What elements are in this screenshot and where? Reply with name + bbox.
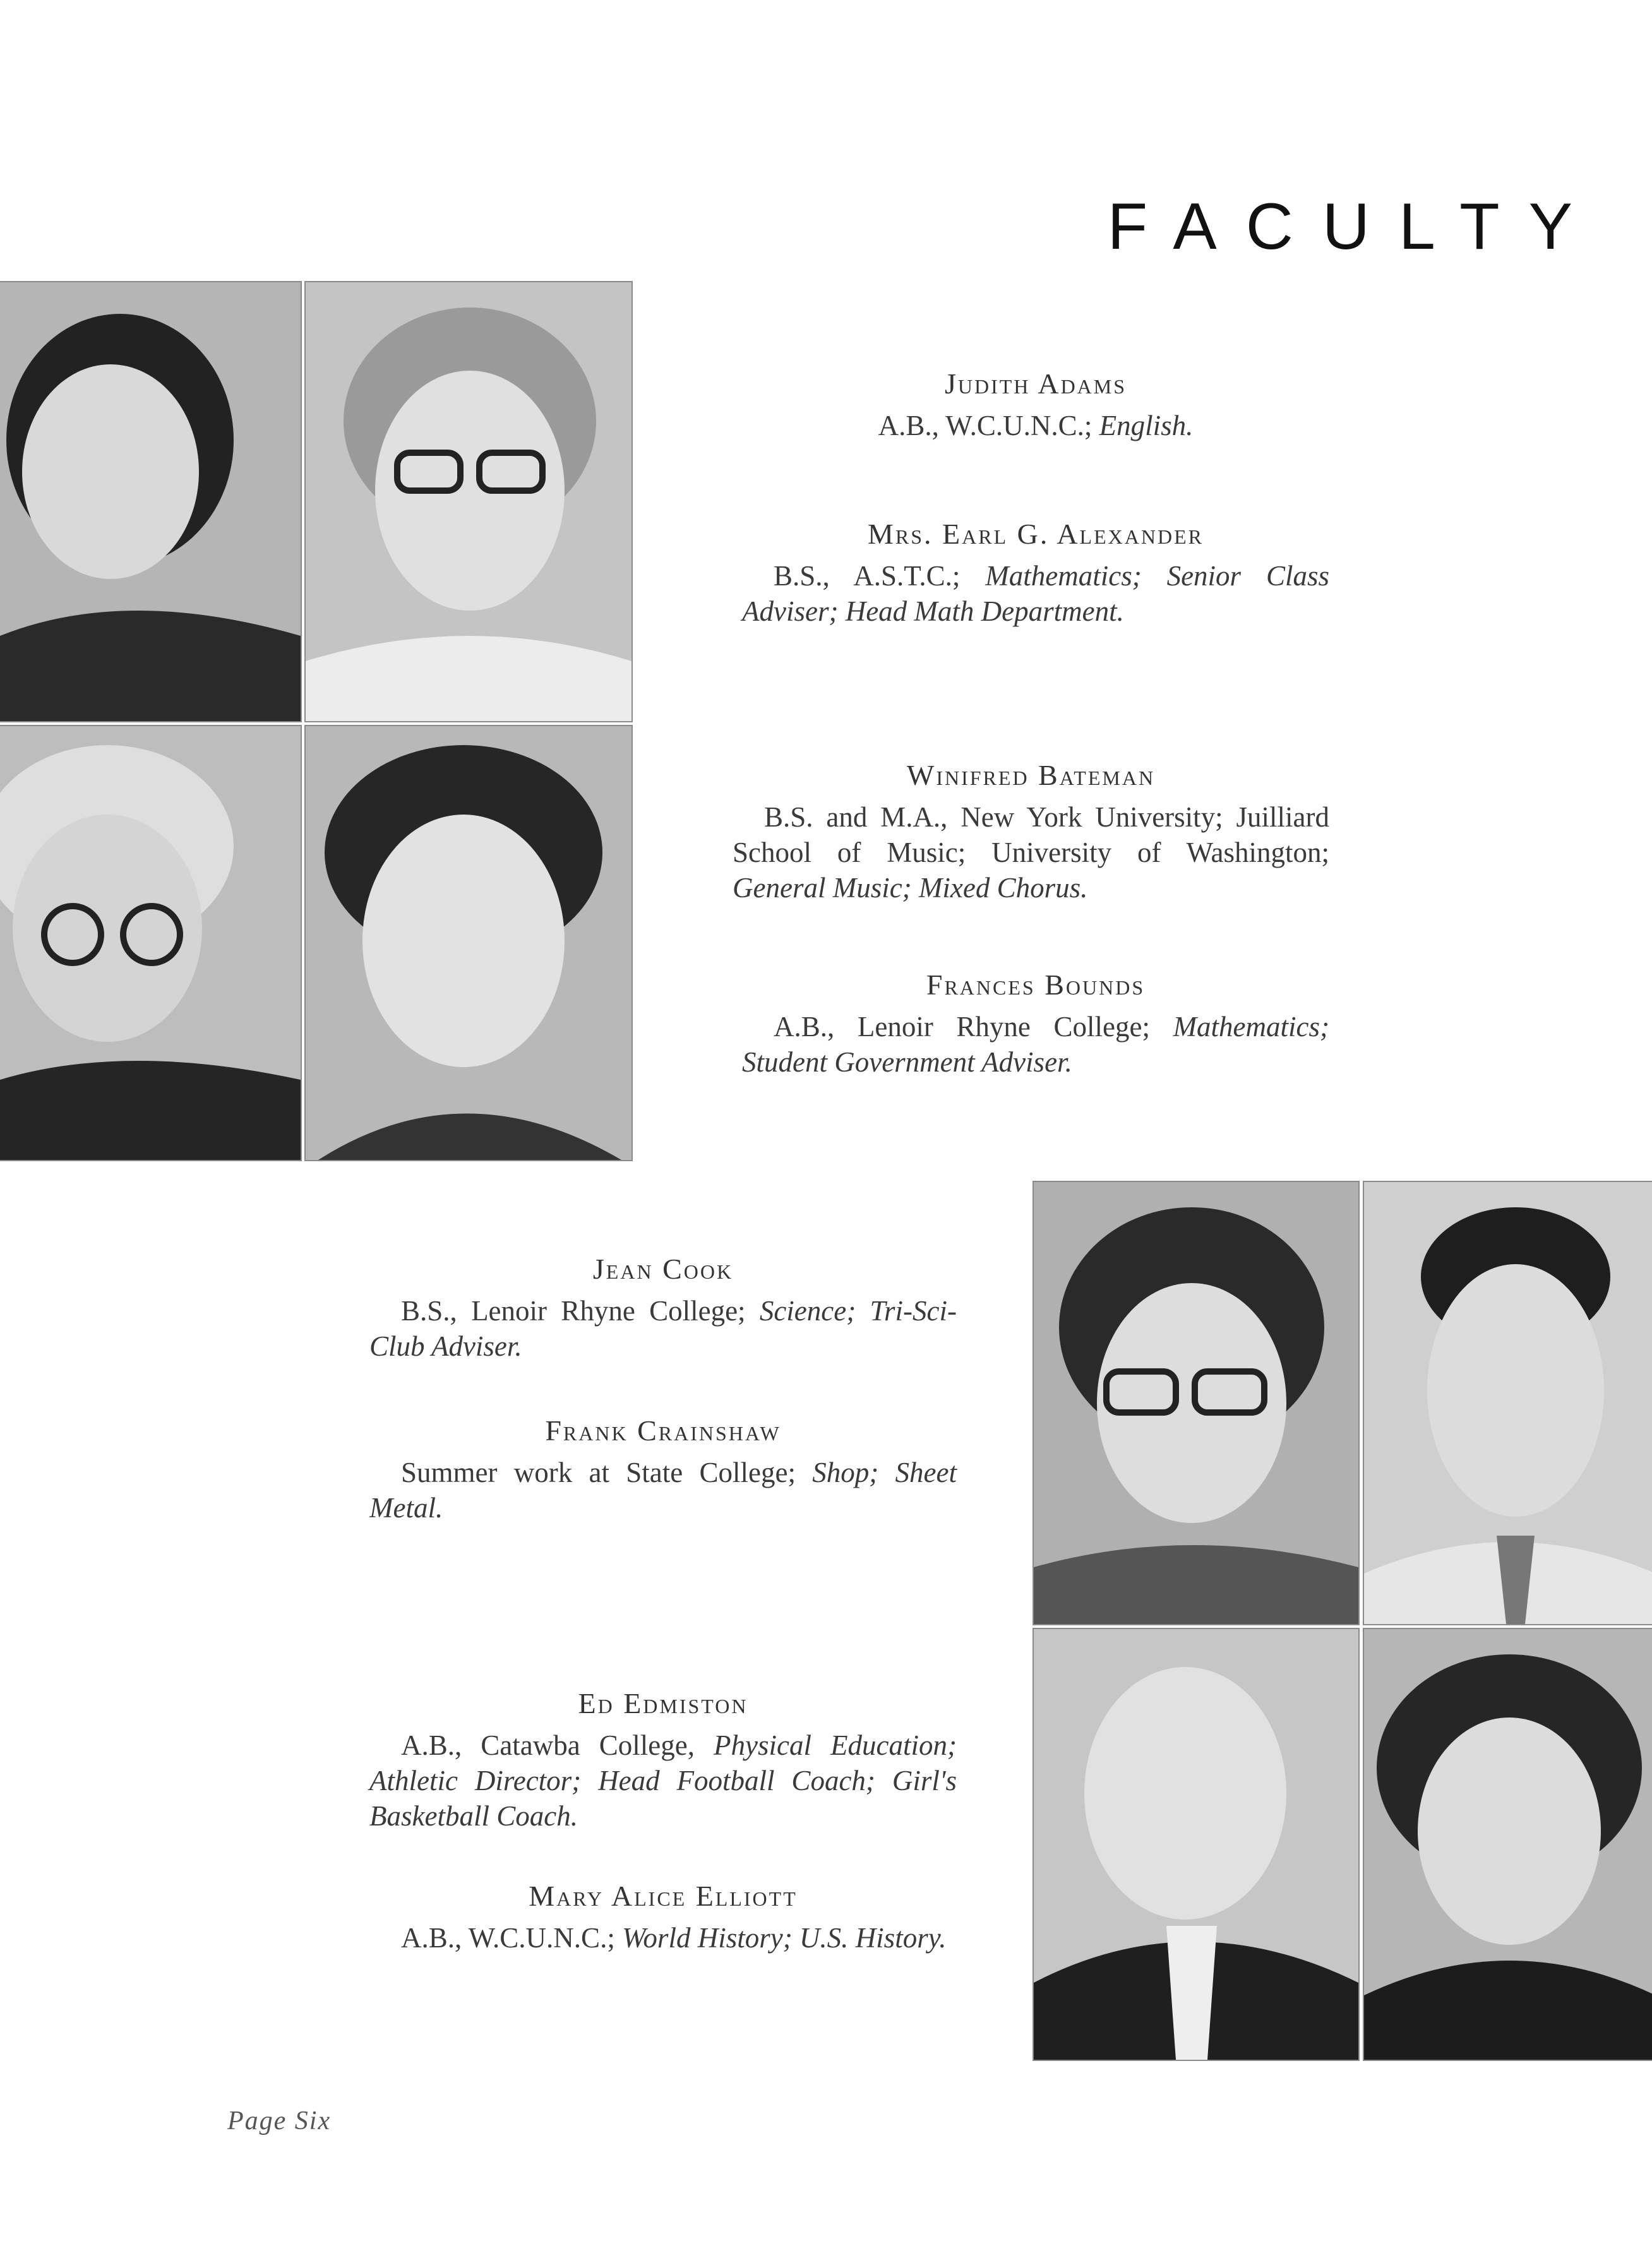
faculty-description: B.S. and M.A., New York University; Juilliard School of Music; University of Washington; General Music; Mixed Chorus. [733,801,1329,904]
faculty-description: B.S., Lenoir Rhyne College; Science; Tri-Sci-Club Adviser. [369,1295,957,1362]
portrait-mrs-earl-alexander [304,281,633,722]
page-title: FACULTY [1107,190,1601,263]
portrait-ed-edmiston [1032,1628,1360,2061]
portrait-judith-adams [0,281,302,722]
faculty-name: Mrs. Earl G. Alexander [868,518,1204,550]
faculty-description: Summer work at State College; Shop; Sheet Metal. [369,1457,957,1524]
faculty-description: A.B., Lenoir Rhyne College; Mathematics; Student Government Adviser. [742,1011,1329,1078]
portrait-jean-cook [1032,1181,1360,1625]
faculty-name: Jean Cook [592,1253,734,1285]
faculty-entry-mary-alice-elliott [369,1879,957,1956]
faculty-entry-judith-adams [742,366,1329,443]
faculty-description: A.B., W.C.U.N.C.; English. [878,410,1194,441]
portrait-winifred-bateman [0,725,302,1161]
faculty-entry-winifred-bateman [733,758,1329,905]
faculty-name: Ed Edmiston [578,1687,748,1719]
faculty-name: Frances Bounds [926,969,1146,1001]
portrait-mary-alice-elliott [1363,1628,1652,2061]
faculty-description: A.B., W.C.U.N.C.; World History; U.S. History. [401,1922,947,1954]
faculty-name: Frank Crainshaw [545,1414,781,1447]
faculty-name: Winifred Bateman [906,759,1156,791]
faculty-entry-frances-bounds [742,967,1329,1080]
portrait-frank-crainshaw [1363,1181,1652,1625]
faculty-entry-frank-crainshaw [369,1413,957,1526]
faculty-description: B.S., A.S.T.C.; Mathematics; Senior Class Adviser; Head Math Department. [742,560,1329,627]
faculty-entry-jean-cook [369,1251,957,1364]
page-number: Page Six [227,2106,332,2136]
portrait-frances-bounds [304,725,633,1161]
faculty-entry-mrs-earl-alexander [742,517,1329,629]
faculty-name: Mary Alice Elliott [529,1880,798,1912]
faculty-name: Judith Adams [944,367,1127,400]
faculty-entry-ed-edmiston [369,1686,957,1834]
faculty-description: A.B., Catawba College, Physical Education; Athletic Director; Head Football Coach; Girl's Basketball Coach. [369,1729,957,1832]
